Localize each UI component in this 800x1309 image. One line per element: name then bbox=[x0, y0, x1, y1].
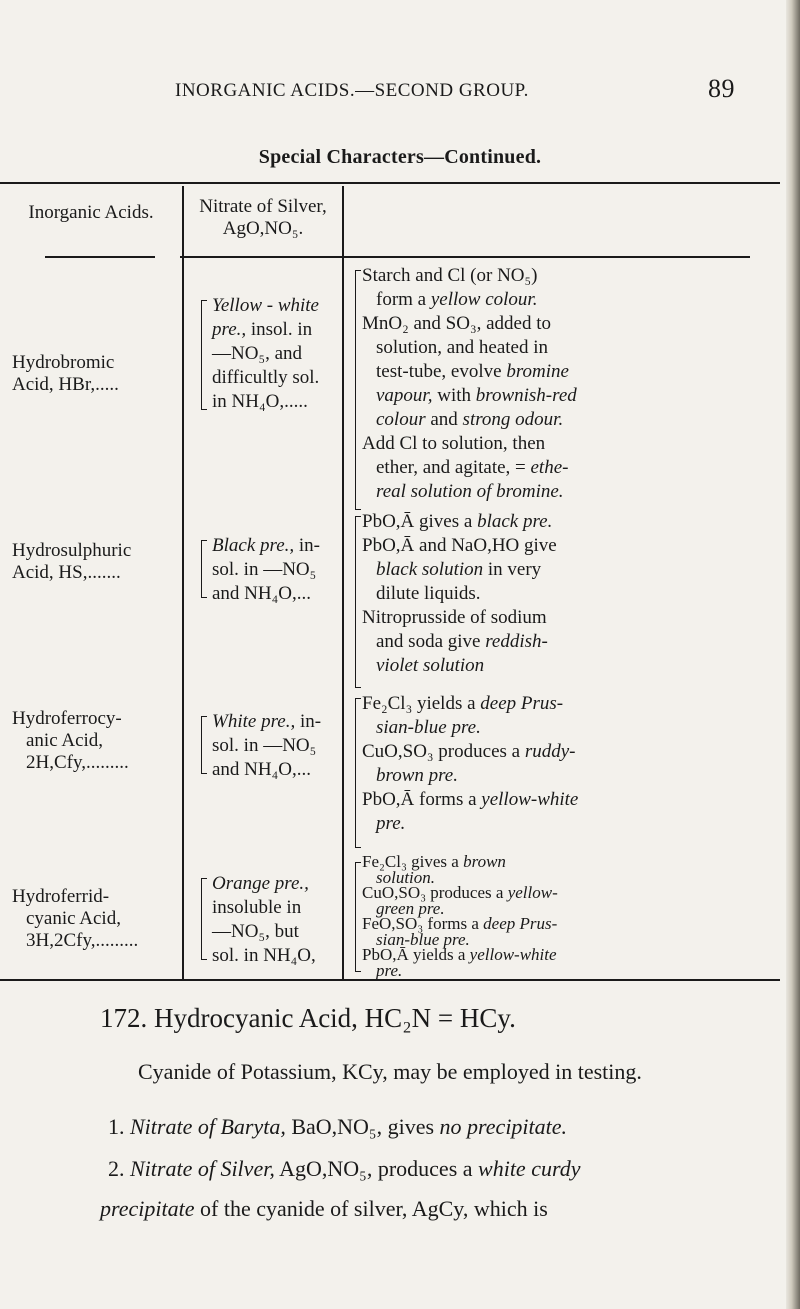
brace-row1-silver bbox=[201, 300, 207, 410]
column-header-acids: Inorganic Acids. bbox=[28, 202, 154, 223]
header-rule-col2-3 bbox=[180, 256, 750, 258]
brace-row3-special bbox=[355, 698, 361, 848]
acid-name-hydrobromic: Hydrobromic Acid, HBr,..... bbox=[12, 352, 119, 395]
table-top-rule bbox=[0, 182, 780, 184]
brace-row4-silver bbox=[201, 878, 207, 960]
special-reactions-hydroferridcyanic: Fe₂Cl₃ gives a brown solution. CuO,SO₃ produces a yellow- green pre. FeO,SO₃ forms a deep Prus- sian-blue pre. PbO,Ā yields a yellow-white pre. bbox=[362, 852, 558, 980]
acid-name-hydrosulphuric: Hydrosulphuric Acid, HS,....... bbox=[12, 540, 132, 583]
column-divider-2 bbox=[342, 186, 344, 979]
table-caption: Special Characters—Continued. bbox=[258, 146, 542, 168]
silver-reaction-hydroferridcyanic: Orange pre., insoluble in —NO₅, but sol. in NH₄O, bbox=[212, 873, 316, 966]
special-reactions-hydrobromic: Starch and Cl (or NO₅) form a yellow colour. MnO₂ and SO₃, added to solution, and heated in test-tube, evolve bromine vapour, with brownish-red colour and strong odour. Add Cl to solution, then ether, and agitate, = ethe- real solution of bromine. bbox=[362, 265, 577, 502]
silver-reaction-hydrobromic: Yellow - white pre., insol. in —NO₅, and difficultly sol. in NH₄O,..... bbox=[212, 295, 320, 412]
silver-reaction-hydroferrocyanic: White pre., in- sol. in —NO₅ and NH₄O,... bbox=[212, 711, 322, 780]
test-item-silver-cont: precipitate of the cyanide of silver, AgCy, which is bbox=[100, 1196, 548, 1221]
brace-row4-special bbox=[355, 862, 361, 972]
section-heading: 172. Hydrocyanic Acid, HC₂N = HCy. bbox=[100, 1003, 516, 1033]
special-reactions-hydrosulphuric: PbO,Ā gives a black pre. PbO,Ā and NaO,HO give black solution in very dilute liquids. Nitroprusside of sodium and soda give reddish- violet solution bbox=[362, 511, 557, 676]
brace-row1-special bbox=[355, 270, 361, 510]
test-item-silver: 2. Nitrate of Silver, AgO,NO₅, produces a white curdy bbox=[108, 1156, 581, 1181]
silver-reaction-hydrosulphuric: Black pre., in- sol. in —NO₅ and NH₄O,... bbox=[212, 535, 320, 604]
page-edge-shadow bbox=[786, 0, 800, 1309]
special-reactions-hydroferrocyanic: Fe₂Cl₃ yields a deep Prus- sian-blue pre. CuO,SO₃ produces a ruddy- brown pre. PbO,Ā forms a yellow-white pre. bbox=[362, 693, 579, 834]
paragraph-cyanide: Cyanide of Potassium, KCy, may be employed in testing. bbox=[138, 1059, 642, 1084]
brace-row2-silver bbox=[201, 540, 207, 598]
test-item-baryta: 1. Nitrate of Baryta, BaO,NO₅, gives no precipitate. bbox=[108, 1114, 568, 1139]
page-number: 89 bbox=[708, 74, 735, 103]
brace-row2-special bbox=[355, 516, 361, 688]
brace-row3-silver bbox=[201, 716, 207, 774]
column-divider-1 bbox=[182, 186, 184, 979]
acid-name-hydroferrocyanic: Hydroferrocy- anic Acid, 2H,Cfy,......... bbox=[12, 708, 129, 773]
running-title: INORGANIC ACIDS.—SECOND GROUP. bbox=[175, 80, 529, 101]
header-rule-col1 bbox=[45, 256, 155, 258]
column-header-silver: Nitrate of Silver, AgO,NO₅. bbox=[199, 196, 327, 239]
acid-name-hydroferridcyanic: Hydroferrid- cyanic Acid, 3H,2Cfy,......... bbox=[12, 886, 139, 951]
